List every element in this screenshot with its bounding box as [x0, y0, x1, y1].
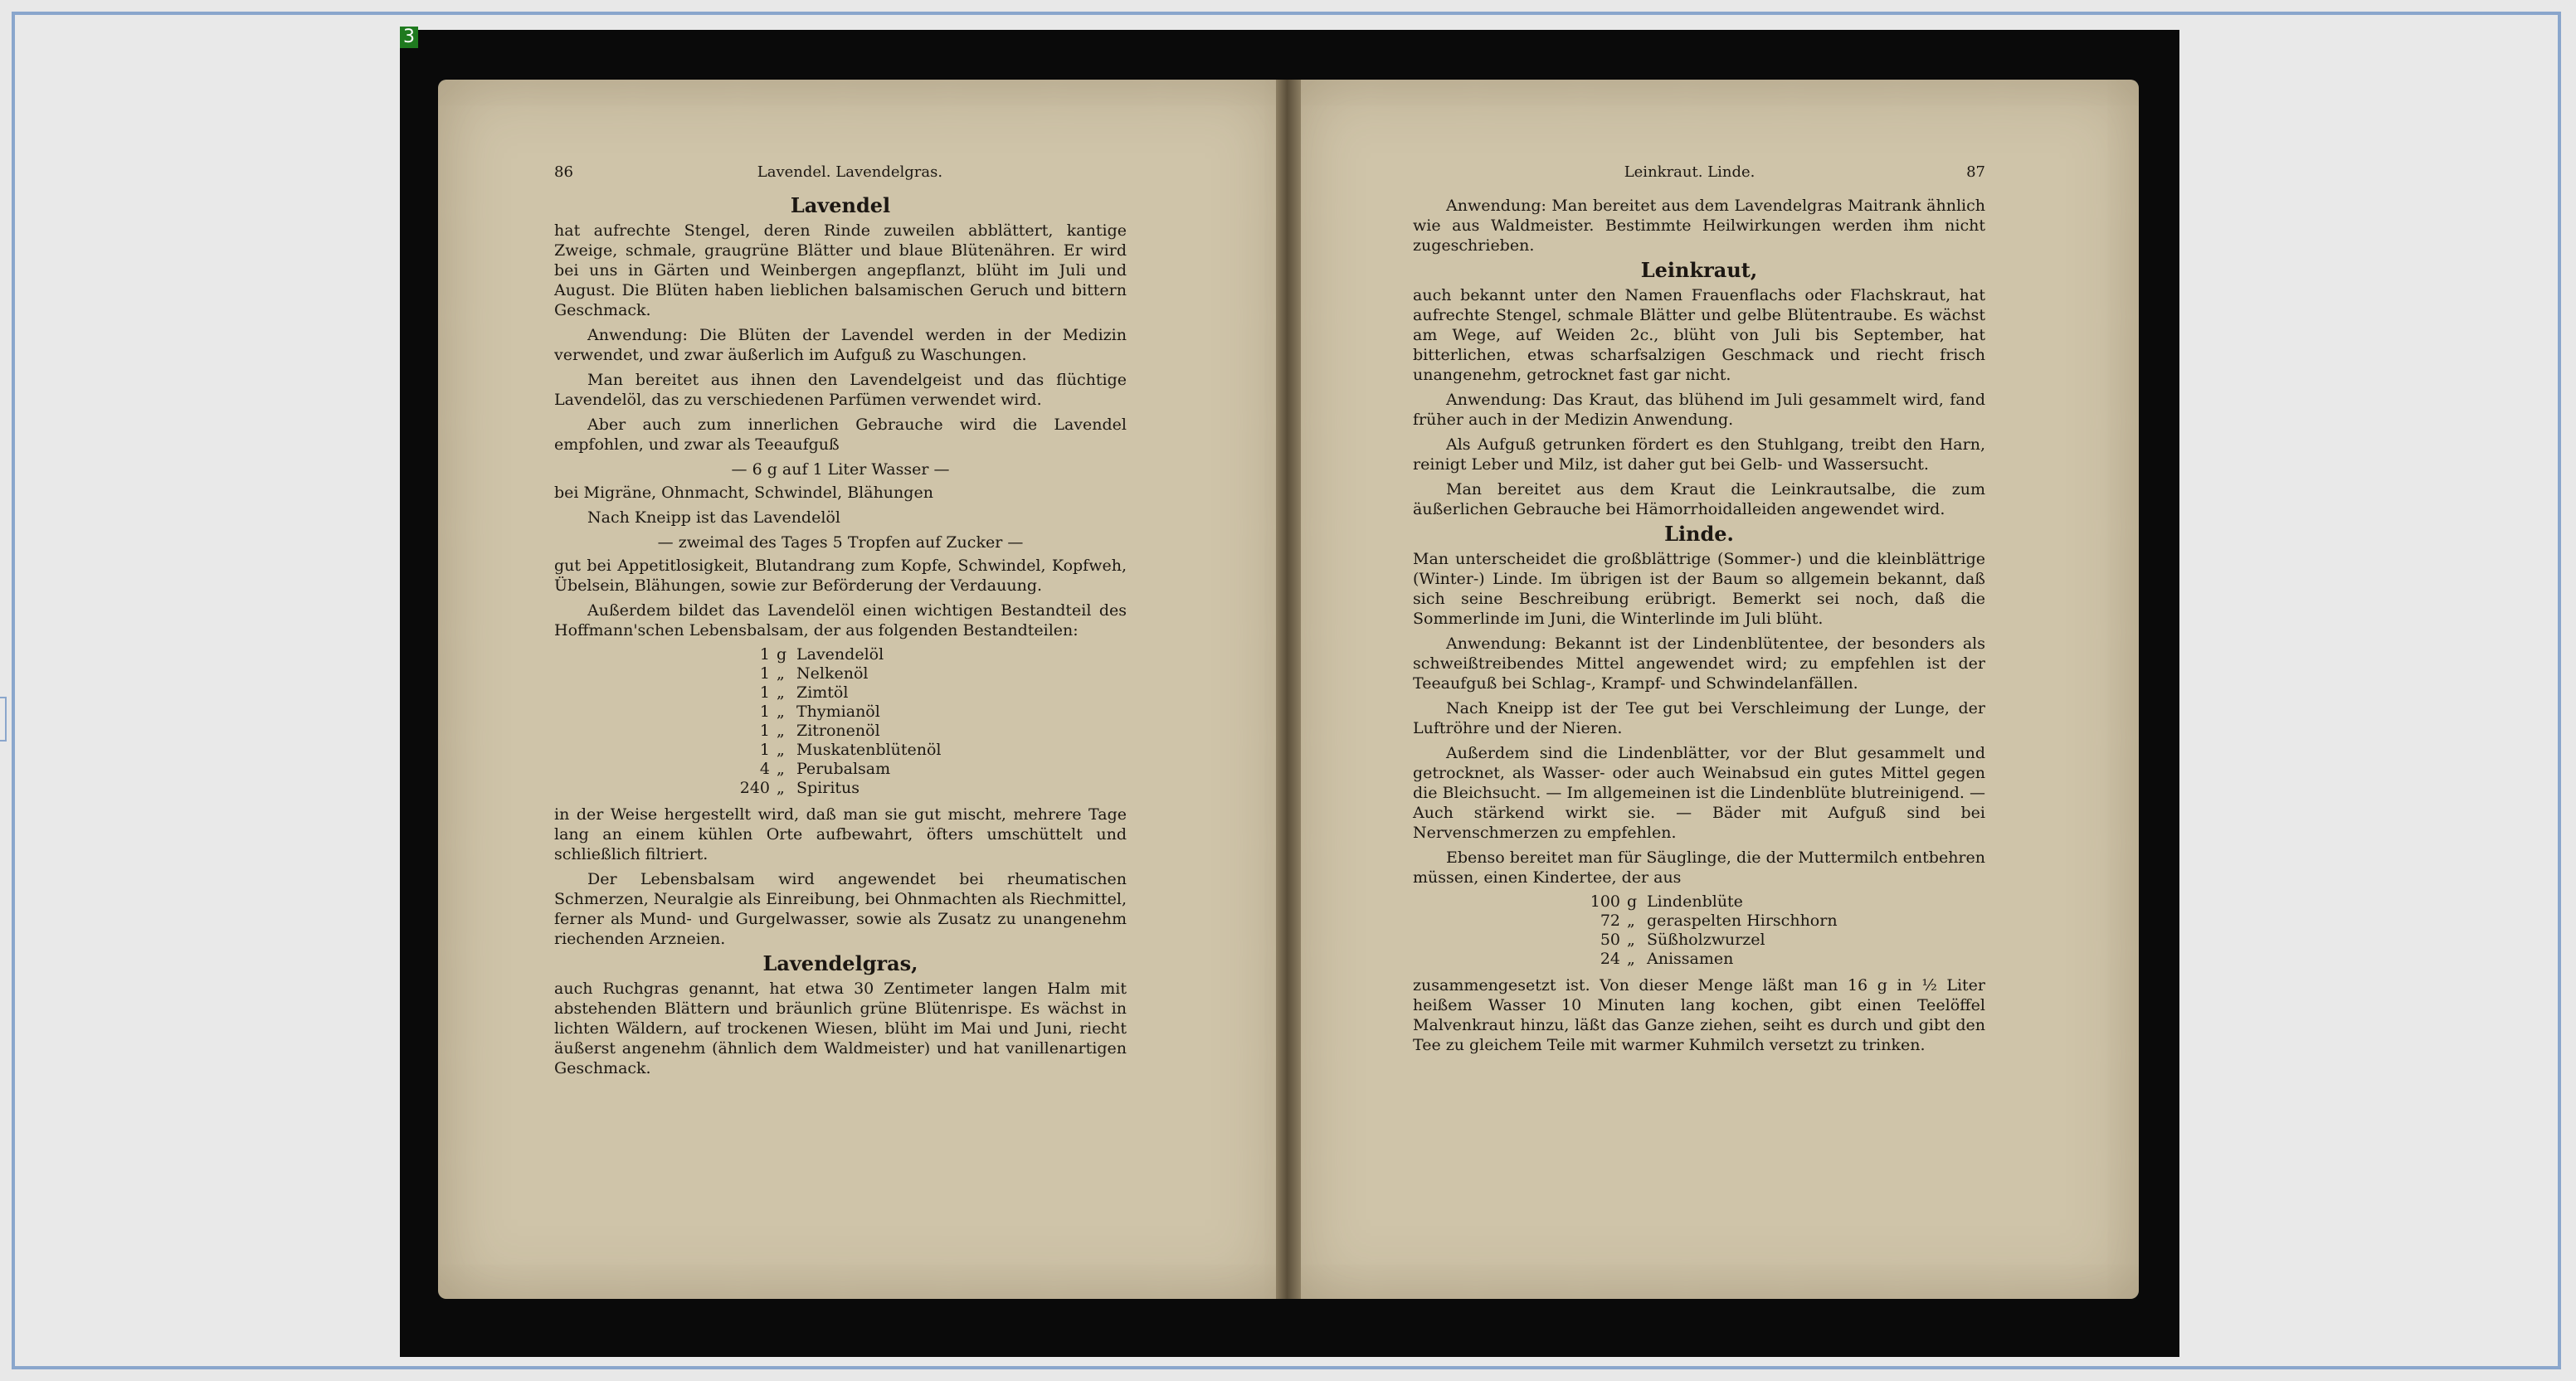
ingredient-unit: „: [777, 760, 785, 778]
right-running-title: Leinkraut. Linde.: [1624, 163, 1755, 181]
paragraph: Nach Kneipp ist der Tee gut bei Verschleimung der Lunge, der Luftröhre und der Nieren.: [1413, 699, 1985, 737]
ingredient-amount: 1: [759, 645, 770, 664]
dosage-line: — 6 g auf 1 Liter Wasser —: [731, 460, 950, 479]
ingredient-row: [1579, 892, 1985, 912]
dosage-line: — zweimal des Tages 5 Tropfen auf Zucker —: [657, 533, 1024, 552]
left-running-title: Lavendel. Lavendelgras.: [757, 163, 943, 181]
ingredient-amount: 24: [1600, 950, 1620, 968]
ingredient-list: [1579, 892, 1985, 969]
ingredient-name: Muskatenblütenöl: [796, 741, 942, 759]
paragraph: Man unterscheidet die großblättrige (Sommer-) und die kleinblättrige (Winter-) Linde. Im übrigen ist der Baum so allgemein bekannt, daß sich seine Beschreibung erübrigt. Bemerkt sei noch, daß die Sommerlinde im Juni, die Winterlinde im Juli blüht.: [1413, 550, 1985, 628]
ingredient-name: Zitronenöl: [796, 722, 880, 740]
ingredient-row: [728, 722, 1127, 741]
book-spread: [438, 80, 2139, 1299]
ingredient-name: Süßholzwurzel: [1647, 931, 1765, 949]
ingredient-unit: „: [1627, 950, 1635, 968]
paragraph: hat aufrechte Stengel, deren Rinde zuweilen abblättert, kantige Zweige, schmale, graugrüne Blätter und blaue Blütenähren. Er wird bei uns in Gärten und Weinbergen angepflanzt, blüht im Juli und August. Die Blüten haben lieblichen balsamischen Geruch und bittern Geschmack.: [554, 221, 1127, 319]
ingredient-name: Zimtöl: [796, 683, 849, 702]
paragraph: auch Ruchgras genannt, hat etwa 30 Zentimeter langen Halm mit abstehenden Blättern und bräunlich grüne Blütenrispe. Es wächst in lichten Wäldern, auf trockenen Wiesen, blüht im Mai und Juni, riecht äußerst angenehm (ähnlich dem Waldmeister) und hat vanillenartigen Geschmack.: [554, 980, 1127, 1077]
ingredient-name: Spiritus: [796, 779, 860, 797]
paragraph: Ebenso bereitet man für Säuglinge, die der Muttermilch entbehren müssen, einen Kindertee, der aus: [1413, 849, 1985, 887]
right-page-number: 87: [1966, 163, 1985, 181]
paragraph: Der Lebensbalsam wird angewendet bei rheumatischen Schmerzen, Neuralgie als Einreibung, bei Ohnmachten als Riechmittel, ferner als Mund- und Gurgelwasser, sowie als Zusatz zu unangenehm riechenden Arzneien.: [554, 870, 1127, 948]
ingredient-row: [728, 779, 1127, 798]
ingredient-name: Perubalsam: [796, 760, 891, 778]
ingredient-amount: 1: [759, 703, 770, 721]
ingredient-name: Thymianöl: [796, 703, 880, 721]
ingredient-name: geraspelten Hirschhorn: [1647, 912, 1838, 930]
left-page-header: [554, 163, 1127, 182]
ingredient-list: [728, 645, 1127, 798]
heading-lavendel: Lavendel: [790, 193, 891, 217]
paragraph: Anwendung: Die Blüten der Lavendel werden in der Medizin verwendet, und zwar äußerlich im Aufguß zu Waschungen.: [554, 326, 1127, 364]
right-page: [1293, 80, 2139, 1299]
ingredient-unit: „: [777, 703, 785, 721]
ingredient-row: [728, 741, 1127, 760]
right-page-text: [1413, 163, 1985, 1060]
ingredient-amount: 1: [759, 741, 770, 759]
book-photo: [400, 30, 2179, 1357]
ingredient-name: Lavendelöl: [796, 645, 884, 664]
paragraph: Außerdem sind die Lindenblätter, vor der Blut gesammelt und getrocknet, als Wasser- oder auch Weinabsud ein gutes Mittel gegen die Bleichsucht. — Im allgemeinen ist die Lindenblüte blutreinigend. — Auch stärkend wirkt sie. — Bäder mit Aufguß sind bei Nervenschmerzen zu empfehlen.: [1413, 744, 1985, 842]
paragraph: Man bereitet aus dem Kraut die Leinkrautsalbe, die zum äußerlichen Gebrauche bei Hämorrhoidalleiden angewendet wird.: [1413, 480, 1985, 518]
ingredient-name: Nelkenöl: [796, 664, 869, 683]
ingredient-amount: 240: [739, 779, 770, 797]
paragraph: Als Aufguß getrunken fördert es den Stuhlgang, treibt den Harn, reinigt Leber und Milz, ist daher gut bei Gelb- und Wassersucht.: [1413, 435, 1985, 474]
left-page-text: [554, 163, 1127, 1083]
ingredient-row: [728, 683, 1127, 703]
ingredient-amount: 4: [759, 760, 770, 778]
right-page-header: [1413, 163, 1985, 182]
ingredient-unit: „: [777, 779, 785, 797]
paragraph: auch bekannt unter den Namen Frauenflachs oder Flachskraut, hat aufrechte Stengel, schmale Blätter und gelbe Blütentraube. Es wächst am Wege, auf Weiden 2c., blüht von Juli bis September, hat bitterlichen, etwas scharfsalzigen Geschmack und riecht frisch unangenehm, getrocknet fast gar nicht.: [1413, 286, 1985, 384]
ingredient-amount: 100: [1590, 892, 1620, 911]
ingredient-amount: 1: [759, 683, 770, 702]
ingredient-row: [1579, 912, 1985, 931]
ingredient-row: [1579, 950, 1985, 969]
paragraph: Anwendung: Bekannt ist der Lindenblütentee, der besonders als schweißtreibendes Mittel angewendet wird; zu empfehlen ist der Teeaufguß bei Schlag-, Krampf- und Schwindelanfällen.: [1413, 635, 1985, 693]
paragraph: Nach Kneipp ist das Lavendelöl: [587, 508, 840, 527]
page-number-badge: 3: [400, 27, 418, 48]
paragraph: Aber auch zum innerlichen Gebrauche wird die Lavendel empfohlen, und zwar als Teeaufguß: [554, 416, 1127, 454]
ingredient-row: [728, 760, 1127, 779]
ingredient-unit: g: [777, 645, 787, 664]
ingredient-unit: „: [1627, 912, 1635, 930]
left-page: [438, 80, 1284, 1299]
ingredient-unit: „: [777, 741, 785, 759]
paragraph: Anwendung: Man bereitet aus dem Lavendelgras Maitrank ähnlich wie aus Waldmeister. Bestimmte Heilwirkungen werden ihm nicht zugeschrieben.: [1413, 197, 1985, 255]
ingredient-row: [1579, 931, 1985, 950]
ingredient-unit: „: [777, 722, 785, 740]
ingredient-row: [728, 703, 1127, 722]
paragraph: zusammengesetzt ist. Von dieser Menge läßt man 16 g in ½ Liter heißem Wasser 10 Minuten lang kochen, gibt einen Teelöffel Malvenkraut hinzu, läßt das Ganze ziehen, seiht es durch und gibt den Tee zu gleichem Teile mit warmer Kuhmilch versetzt zu trinken.: [1413, 976, 1985, 1054]
ingredient-name: Lindenblüte: [1647, 892, 1743, 911]
ingredient-name: Anissamen: [1647, 950, 1734, 968]
left-page-number: 86: [554, 163, 573, 181]
side-panel-handle[interactable]: [0, 697, 7, 742]
ingredient-row: [728, 645, 1127, 664]
heading-lavendelgras: Lavendelgras,: [762, 951, 918, 975]
paragraph: Man bereitet aus ihnen den Lavendelgeist und das flüchtige Lavendelöl, das zu verschiedenen Parfümen verwendet wird.: [554, 371, 1127, 409]
ingredient-amount: 72: [1600, 912, 1620, 930]
ingredient-amount: 50: [1600, 931, 1620, 949]
book-gutter: [1276, 80, 1301, 1299]
paragraph: in der Weise hergestellt wird, daß man sie gut mischt, mehrere Tage lang an einem kühlen Orte aufbewahrt, öfters umschüttelt und schließlich filtriert.: [554, 805, 1127, 863]
heading-leinkraut: Leinkraut,: [1640, 258, 1758, 282]
paragraph: Außerdem bildet das Lavendelöl einen wichtigen Bestandteil des Hoffmann'schen Lebensbalsam, der aus folgenden Bestandteilen:: [554, 601, 1127, 639]
ingredient-unit: „: [777, 683, 785, 702]
paragraph: gut bei Appetitlosigkeit, Blutandrang zum Kopfe, Schwindel, Kopfweh, Übelsein, Blähungen, sowie zur Beförderung der Verdauung.: [554, 557, 1127, 595]
ingredient-amount: 1: [759, 722, 770, 740]
ingredient-row: [728, 664, 1127, 683]
ingredient-unit: g: [1627, 892, 1638, 911]
ingredient-unit: „: [1627, 931, 1635, 949]
heading-linde: Linde.: [1664, 522, 1734, 546]
paragraph: Anwendung: Das Kraut, das blühend im Juli gesammelt wird, fand früher auch in der Medizin Anwendung.: [1413, 391, 1985, 429]
paragraph: bei Migräne, Ohnmacht, Schwindel, Blähungen: [554, 484, 933, 502]
ingredient-unit: „: [777, 664, 785, 683]
ingredient-amount: 1: [759, 664, 770, 683]
